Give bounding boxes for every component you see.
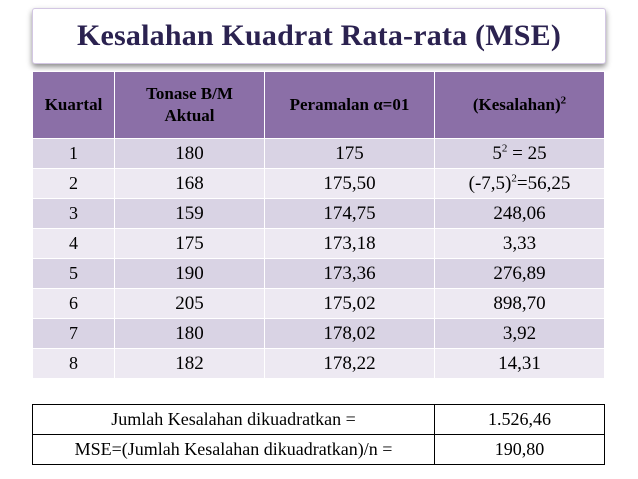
kesalahan-result: = 25 — [507, 142, 547, 164]
cell-tonase: 182 — [115, 349, 265, 379]
table-row — [33, 259, 605, 289]
cell-kuartal: 3 — [33, 199, 115, 229]
header-tonase-line2: Aktual — [164, 106, 215, 125]
kesalahan-value: 898,70 — [493, 292, 546, 314]
table-header-row — [33, 72, 605, 139]
kesalahan-value: 5 — [492, 142, 502, 164]
header-kesalahan — [435, 72, 605, 139]
summary-row-mse — [33, 435, 605, 465]
table-row — [33, 199, 605, 229]
kesalahan-value: 14,31 — [498, 352, 541, 374]
table-row — [33, 229, 605, 259]
kesalahan-exponent: 2 — [511, 172, 517, 185]
mse-table — [32, 71, 605, 379]
table-row — [33, 139, 605, 169]
jumlah-label: Jumlah Kesalahan dikuadratkan = — [33, 405, 435, 435]
cell-kesalahan — [435, 349, 605, 379]
kesalahan-result: =56,25 — [516, 172, 571, 194]
kesalahan-value: 276,89 — [493, 262, 546, 284]
kesalahan-value: 3,92 — [502, 322, 537, 344]
cell-kuartal: 8 — [33, 349, 115, 379]
summary-table — [32, 404, 605, 465]
cell-tonase: 180 — [115, 319, 265, 349]
kesalahan-value: 3,33 — [502, 232, 537, 254]
mse-value: 190,80 — [435, 435, 605, 465]
cell-tonase: 205 — [115, 289, 265, 319]
cell-tonase: 175 — [115, 229, 265, 259]
cell-peramalan: 175,50 — [265, 169, 435, 199]
cell-kesalahan — [435, 259, 605, 289]
cell-peramalan: 173,36 — [265, 259, 435, 289]
cell-tonase: 180 — [115, 139, 265, 169]
cell-tonase: 159 — [115, 199, 265, 229]
cell-kuartal: 1 — [33, 139, 115, 169]
table-row — [33, 319, 605, 349]
header-kuartal: Kuartal — [33, 72, 115, 139]
cell-peramalan: 178,02 — [265, 319, 435, 349]
kesalahan-value: 248,06 — [493, 202, 546, 224]
cell-kuartal: 4 — [33, 229, 115, 259]
cell-kuartal: 6 — [33, 289, 115, 319]
cell-kuartal: 7 — [33, 319, 115, 349]
table-row — [33, 169, 605, 199]
summary-row-jumlah — [33, 405, 605, 435]
kesalahan-value: (-7,5) — [468, 172, 512, 194]
cell-peramalan: 174,75 — [265, 199, 435, 229]
kesalahan-exponent: 2 — [501, 142, 508, 155]
cell-kuartal: 2 — [33, 169, 115, 199]
cell-kesalahan — [435, 289, 605, 319]
cell-peramalan: 175 — [265, 139, 435, 169]
header-tonase — [115, 72, 265, 139]
header-kesalahan-sup: 2 — [560, 94, 567, 107]
jumlah-value: 1.526,46 — [435, 405, 605, 435]
cell-tonase: 190 — [115, 259, 265, 289]
header-peramalan: Peramalan α=01 — [265, 72, 435, 139]
header-kesalahan-base: (Kesalahan) — [472, 95, 561, 114]
cell-peramalan: 178,22 — [265, 349, 435, 379]
cell-kesalahan — [435, 169, 605, 199]
cell-kesalahan — [435, 139, 605, 169]
cell-kuartal: 5 — [33, 259, 115, 289]
table-row — [33, 349, 605, 379]
header-tonase-line1: Tonase B/M — [146, 84, 233, 103]
cell-kesalahan — [435, 229, 605, 259]
page-title: Kesalahan Kuadrat Rata-rata (MSE) — [76, 19, 562, 52]
title-box — [32, 8, 606, 64]
mse-table-body — [33, 72, 605, 379]
mse-label: MSE=(Jumlah Kesalahan dikuadratkan)/n = — [33, 435, 435, 465]
cell-kesalahan — [435, 199, 605, 229]
cell-kesalahan — [435, 319, 605, 349]
cell-peramalan: 175,02 — [265, 289, 435, 319]
table-row — [33, 289, 605, 319]
cell-peramalan: 173,18 — [265, 229, 435, 259]
cell-tonase: 168 — [115, 169, 265, 199]
